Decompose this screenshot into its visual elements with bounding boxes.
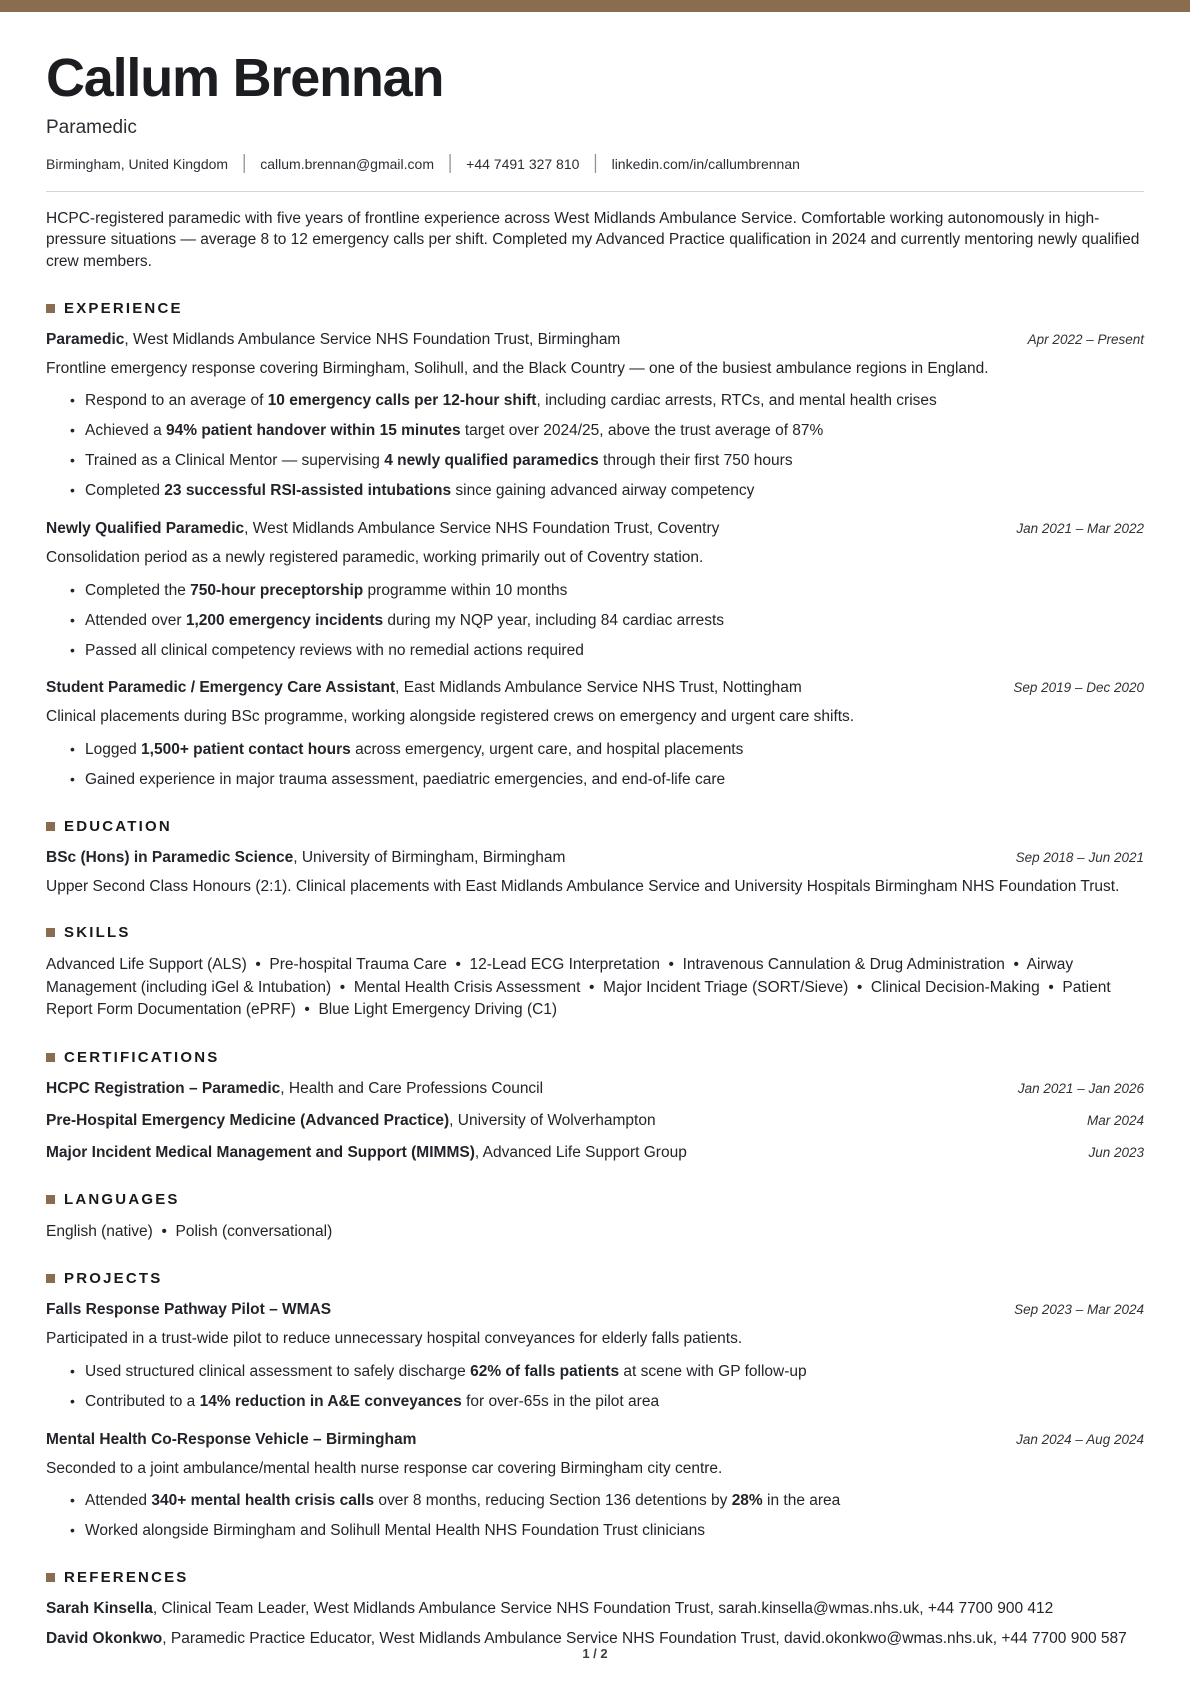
section-title: PROJECTS (64, 1270, 163, 1288)
bullet-item: • Achieved a 94% patient handover within 15 minutes target over 2024/25, above the trust average of 87% (70, 421, 1144, 442)
entry-title: Newly Qualified Paramedic, West Midlands Ambulance Service NHS Foundation Trust, Coventry (46, 520, 720, 538)
bullet-item: • Trained as a Clinical Mentor — supervising 4 newly qualified paramedics through their first 750 hours (70, 451, 1144, 472)
entry-header (46, 1300, 1144, 1321)
resume-entry (46, 848, 1144, 898)
section-skills (46, 924, 1144, 1021)
bullet-item: • Passed all clinical competency reviews with no remedial actions required (70, 641, 1144, 662)
section-marker-icon (46, 1053, 55, 1062)
professional-summary: HCPC-registered paramedic with five years of frontline experience across West Midlands Ambulance Service. Comfortable working autonomously in high-pressure situations — average 8 to 12 emergency calls per shift. Completed my Advanced Practice qualification in 2024 and currently mentoring newly qualified crew members. (46, 209, 1140, 271)
entry-header (46, 330, 1144, 351)
entry-description: Upper Second Class Honours (2:1). Clinical placements with East Midlands Ambulance Service and University Hospitals Birmingham NHS Foundation Trust. (46, 877, 1120, 895)
bullet-item: • Used structured clinical assessment to safely discharge 62% of falls patients at scene with GP follow-up (70, 1362, 1144, 1383)
section-header (46, 924, 1144, 941)
section-title: LANGUAGES (64, 1190, 180, 1208)
section-languages (46, 1191, 1144, 1243)
resume-entry (46, 1111, 1144, 1132)
entry-description: Frontline emergency response covering Birmingham, Solihull, and the Black Country — one of the busiest ambulance regions in England. (46, 359, 989, 377)
entry-title: Mental Health Co-Response Vehicle – Birmingham (46, 1430, 417, 1448)
entry-title: BSc (Hons) in Paramedic Science, University of Birmingham, Birmingham (46, 848, 566, 866)
section-marker-icon (46, 1195, 55, 1204)
section-marker-icon (46, 928, 55, 937)
entry-header (46, 678, 1144, 699)
entry-bullet-list (46, 1491, 1144, 1542)
entry-date: Sep 2019 – Dec 2020 (1013, 680, 1144, 696)
entry-bullet-list (46, 1362, 1144, 1413)
entry-bullet-list (46, 740, 1144, 791)
resume-entry (46, 1079, 1144, 1100)
section-entries (46, 848, 1144, 898)
section-entries (46, 1300, 1144, 1542)
entry-date: Mar 2024 (1086, 1112, 1144, 1128)
entry-header (46, 1079, 1144, 1100)
contact-phone: +44 7491 327 810 (466, 155, 580, 172)
entry-title: Student Paramedic / Emergency Care Assistant, East Midlands Ambulance Service NHS Trust, Nottingham (46, 679, 802, 697)
section-title: EDUCATION (64, 817, 172, 835)
contact-linkedin: linkedin.com/in/callumbrennan (611, 155, 800, 172)
entry-title: Paramedic, West Midlands Ambulance Service NHS Foundation Trust, Birmingham (46, 330, 621, 348)
section-education (46, 818, 1144, 898)
section-certifications (46, 1049, 1144, 1164)
entry-date: Apr 2022 – Present (1027, 331, 1144, 347)
section-title: REFERENCES (64, 1569, 189, 1587)
entry-header (46, 848, 1144, 869)
entry-header (46, 1143, 1144, 1164)
bullet-item: • Contributed to a 14% reduction in A&E conveyances for over-65s in the pilot area (70, 1392, 1144, 1413)
entry-description: Consolidation period as a newly registered paramedic, working primarily out of Coventry station. (46, 548, 704, 566)
section-title: CERTIFICATIONS (64, 1048, 220, 1066)
bullet-item: • Gained experience in major trauma assessment, paediatric emergencies, and end-of-life care (70, 770, 1144, 791)
section-header (46, 300, 1144, 317)
entry-title: HCPC Registration – Paramedic, Health and Care Professions Council (46, 1079, 544, 1097)
header-divider (46, 191, 1144, 192)
section-header (46, 1049, 1144, 1066)
resume-content (0, 12, 1190, 1650)
candidate-name: Callum Brennan (46, 48, 444, 108)
bullet-item: • Completed 23 successful RSI-assisted intubations since gaining advanced airway competency (70, 481, 1144, 502)
entry-title: David Okonkwo, Paramedic Practice Educator, West Midlands Ambulance Service NHS Foundation Trust, david.okonkwo@wmas.nhs.uk, +44 7700 900 587 (46, 1629, 1127, 1647)
bullet-item: • Completed the 750-hour preceptorship programme within 10 months (70, 581, 1144, 602)
section-marker-icon (46, 1573, 55, 1582)
separator-bar-icon: | (242, 152, 247, 174)
entry-date: Jun 2023 (1088, 1144, 1144, 1160)
entry-header (46, 1599, 1144, 1620)
section-header (46, 1569, 1144, 1586)
section-references (46, 1569, 1144, 1650)
entry-header (46, 1111, 1144, 1132)
entry-header (46, 1430, 1144, 1451)
entry-date: Sep 2023 – Mar 2024 (1014, 1302, 1144, 1318)
candidate-job-title: Paramedic (46, 116, 137, 138)
section-header (46, 1191, 1144, 1208)
entry-header (46, 519, 1144, 540)
contact-location: Birmingham, United Kingdom (46, 155, 229, 172)
separator-bar-icon: | (593, 152, 598, 174)
resume-entry (46, 1300, 1144, 1412)
bullet-item: • Worked alongside Birmingham and Solihull Mental Health NHS Foundation Trust clinicians (70, 1521, 1144, 1542)
entry-title: Falls Response Pathway Pilot – WMAS (46, 1301, 332, 1319)
section-projects (46, 1270, 1144, 1542)
section-header (46, 818, 1144, 835)
resume-entry (46, 330, 1144, 502)
entry-title: Pre-Hospital Emergency Medicine (Advanced Practice), University of Wolverhampton (46, 1111, 656, 1129)
section-marker-icon (46, 1274, 55, 1283)
bullet-item: • Respond to an average of 10 emergency calls per 12-hour shift, including cardiac arrests, RTCs, and mental health crises (70, 391, 1144, 412)
bullet-item: • Logged 1,500+ patient contact hours across emergency, urgent care, and hospital placements (70, 740, 1144, 761)
skills-list: Advanced Life Support (ALS) • Pre-hospital Trauma Care • 12-Lead ECG Interpretation • Intravenous Cannulation & Drug Administration • Airway Management (including iGel & Intubation) • Mental Health Crisis Assessment • Major Incident Triage (SORT/Sieve) • Clinical Decision-Making • Patient Report Form Documentation (ePRF) • Blue Light Emergency Driving (C1) (46, 956, 1111, 1019)
contact-email: callum.brennan@gmail.com (260, 155, 434, 172)
entry-title: Major Incident Medical Management and Support (MIMMS), Advanced Life Support Group (46, 1143, 687, 1161)
page-number: 1 / 2 (582, 1646, 608, 1661)
bullet-item: • Attended over 1,200 emergency incidents during my NQP year, including 84 cardiac arrests (70, 611, 1144, 632)
section-header (46, 1270, 1144, 1287)
entry-date: Jan 2024 – Aug 2024 (1016, 1431, 1144, 1447)
bullet-item: • Attended 340+ mental health crisis calls over 8 months, reducing Section 136 detentions by 28% in the area (70, 1491, 1144, 1512)
entry-date: Sep 2018 – Jun 2021 (1015, 849, 1144, 865)
entry-date: Jan 2021 – Jan 2026 (1017, 1080, 1144, 1096)
resume-entry (46, 1430, 1144, 1542)
entry-description: Participated in a trust-wide pilot to reduce unnecessary hospital conveyances for elderly falls patients. (46, 1330, 743, 1348)
entry-date: Jan 2021 – Mar 2022 (1016, 521, 1144, 537)
section-title: EXPERIENCE (64, 299, 183, 317)
resume-entry (46, 678, 1144, 790)
entry-bullet-list (46, 581, 1144, 662)
section-title: SKILLS (64, 924, 131, 942)
resume-entry (46, 519, 1144, 661)
languages-list: English (native) • Polish (conversational) (46, 1222, 333, 1240)
section-entries (46, 330, 1144, 791)
section-marker-icon (46, 304, 55, 313)
section-entries (46, 1079, 1144, 1164)
accent-top-bar (0, 0, 1190, 12)
section-marker-icon (46, 822, 55, 831)
section-entries (46, 1599, 1144, 1650)
entry-description: Seconded to a joint ambulance/mental health nurse response car covering Birmingham city centre. (46, 1459, 723, 1477)
resume-entry (46, 1143, 1144, 1164)
resume-header (46, 50, 1144, 273)
entry-title: Sarah Kinsella, Clinical Team Leader, West Midlands Ambulance Service NHS Foundation Trust, sarah.kinsella@wmas.nhs.uk, +44 7700 900 412 (46, 1600, 1054, 1618)
entry-description: Clinical placements during BSc programme, working alongside registered crews on emergency and urgent care shifts. (46, 708, 855, 726)
resume-entry (46, 1599, 1144, 1620)
section-experience (46, 300, 1144, 791)
contact-line (46, 152, 1144, 174)
separator-bar-icon: | (447, 152, 453, 174)
entry-bullet-list (46, 391, 1144, 502)
